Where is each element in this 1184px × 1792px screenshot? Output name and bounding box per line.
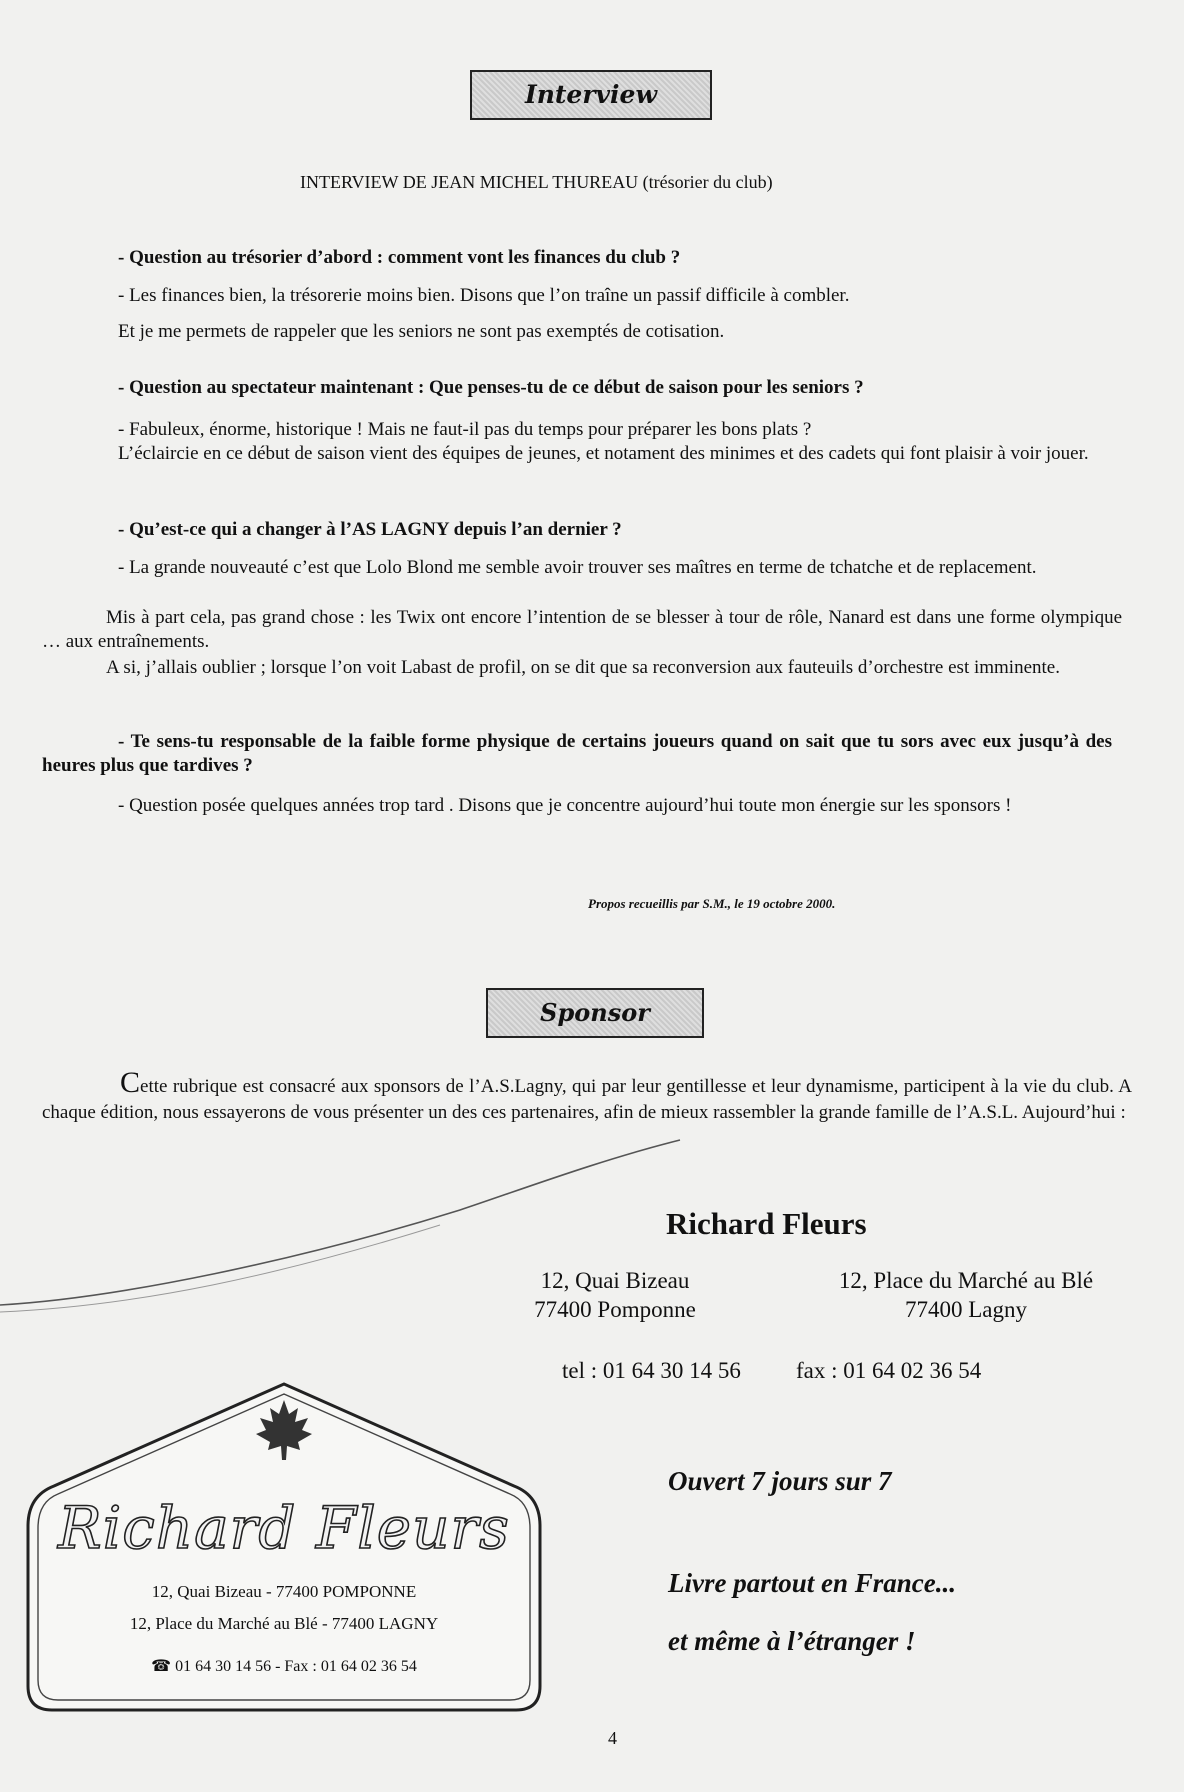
address-pomponne-line-2: 77400 Pomponne (534, 1297, 696, 1322)
answer-3-para-2: Mis à part cela, pas grand chose : les Twix ont encore l’intention de se blesser à tour de rôle, Nanard est dans une forme olympique … aux entraînements. (42, 607, 1122, 652)
sponsor-header-box (486, 988, 704, 1038)
interview-signature: Propos recueillis par S.M., le 19 octobre 2000. (588, 896, 836, 911)
slogan-open: Ouvert 7 jours sur 7 (668, 1466, 892, 1496)
sponsor-intro (42, 1066, 1132, 1126)
slogan-delivery: Livre partout en France... (668, 1568, 956, 1598)
address-pomponne-line-1: 12, Quai Bizeau (540, 1268, 690, 1293)
business-card-phone: 01 64 30 14 56 (175, 1658, 272, 1675)
question-1: - Question au trésorier d’abord : comment vont les finances du club ? (118, 247, 681, 268)
address-pomponne (480, 1266, 750, 1324)
question-4: - Te sens-tu responsable de la faible forme physique de certains joueurs quand on sait que tu sors avec eux jusqu’à des heures plus que tardives ? (42, 731, 1112, 776)
business-card (24, 1376, 544, 1716)
page-number: 4 (608, 1728, 617, 1748)
business-card-fax: 01 64 02 36 54 (320, 1658, 417, 1675)
address-lagny-line-2: 77400 Lagny (904, 1297, 1027, 1322)
business-card-contact (24, 1656, 544, 1676)
sponsor-phone: tel : 01 64 30 14 56 (562, 1358, 741, 1383)
phone-icon: ☎ (151, 1658, 172, 1675)
interview-title: INTERVIEW DE JEAN MICHEL THUREAU (trésorier du club) (300, 172, 773, 192)
answer-1-line-1: - Les finances bien, la trésorerie moins bien. Disons que l’on traîne un passif difficile à combler. (118, 285, 850, 306)
sponsor-name: Richard Fleurs (666, 1206, 867, 1241)
business-card-logo: Richard Fleurs (58, 1494, 510, 1562)
business-card-fax-label: Fax : (284, 1658, 317, 1675)
sponsor-intro-dropcap: C (120, 1066, 141, 1099)
sponsor-intro-text: ette rubrique est consacré aux sponsors de l’A.S.Lagny, qui par leur gentillesse et leur dynamisme, participent à la vie du club. A chaque édition, nous essayerons de vous présenter un des ces partenaires, afin de mieux rassembler la grande famille de l’A.S.L. Aujourd’hui : (42, 1076, 1132, 1123)
answer-2-line-1: - Fabuleux, énorme, historique ! Mais ne faut-il pas du temps pour préparer les bons plats ? (118, 419, 812, 440)
answer-2-line-2: L’éclaircie en ce début de saison vient des équipes de jeunes, et notament des minimes et des cadets qui font plaisir à voir jouer. (118, 443, 1089, 464)
maple-leaf-icon (254, 1398, 314, 1462)
address-lagny-line-1: 12, Place du Marché au Blé (838, 1268, 1094, 1293)
separator: - (275, 1658, 285, 1675)
interview-header: Interview (525, 80, 657, 109)
answer-3-para-3: A si, j’allais oublier ; lorsque l’on voit Labast de profil, on se dit que sa reconversion aux fauteuils d’orchestre est imminente. (106, 657, 1060, 678)
business-card-line-2: 12, Place du Marché au Blé - 77400 LAGNY (129, 1614, 439, 1633)
address-lagny (806, 1266, 1126, 1324)
answer-3-para-1: - La grande nouveauté c’est que Lolo Blond me semble avoir trouver ses maîtres en terme de tchatche et de replacement. (118, 557, 1037, 578)
interview-header-box (470, 70, 712, 120)
business-card-line-1: 12, Quai Bizeau - 77400 POMPONNE (151, 1582, 417, 1601)
answer-1-line-2: Et je me permets de rappeler que les seniors ne sont pas exemptés de cotisation. (118, 321, 725, 342)
question-2: - Question au spectateur maintenant : Que penses-tu de ce début de saison pour les seniors ? (118, 377, 864, 398)
slogan-abroad: et même à l’étranger ! (668, 1626, 916, 1656)
question-3: - Qu’est-ce qui a changer à l’AS LAGNY depuis l’an dernier ? (118, 519, 622, 540)
answer-4: - Question posée quelques années trop tard . Disons que je concentre aujourd’hui toute mon énergie sur les sponsors ! (118, 795, 1012, 816)
sponsor-fax: fax : 01 64 02 36 54 (796, 1358, 982, 1383)
sponsor-header: Sponsor (540, 998, 650, 1027)
